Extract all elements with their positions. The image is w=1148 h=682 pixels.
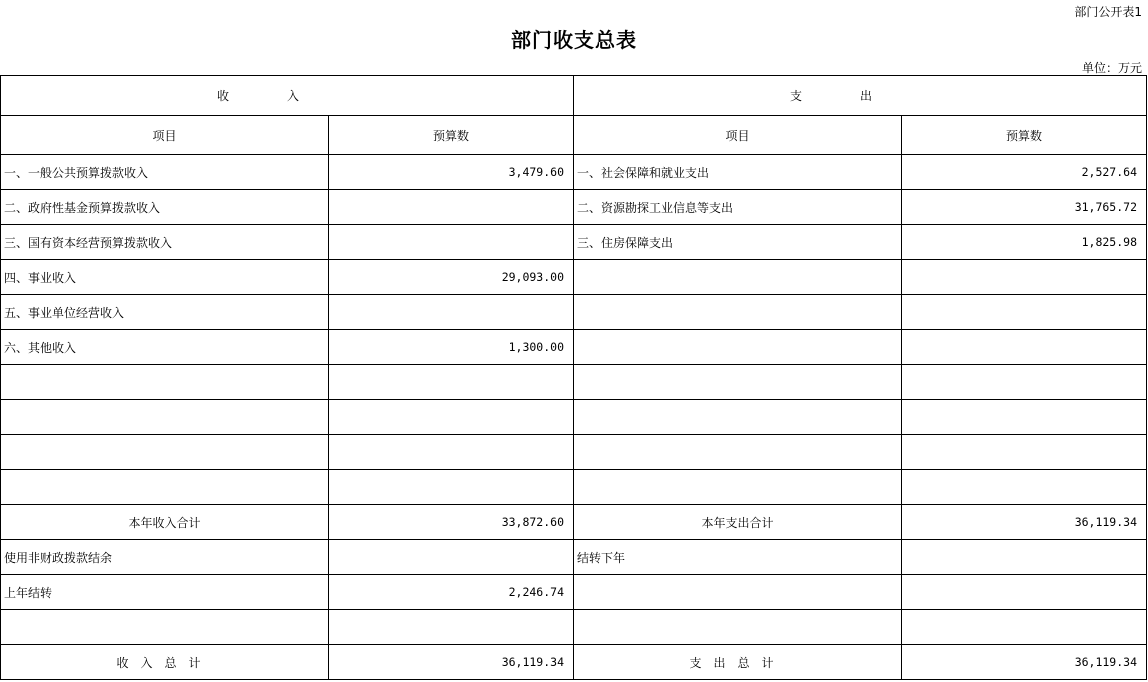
empty-cell [329,610,574,645]
table-row [1,260,1147,295]
expense-item-header: 项目 [574,116,902,155]
table-row [1,400,1147,435]
grand-total-row [1,645,1147,680]
carry-next-label: 结转下年 [574,540,902,575]
total-income-value: 36,119.34 [329,645,574,680]
income-item-cell [1,470,329,505]
expense-item-cell [574,260,902,295]
expense-budget-cell [902,400,1147,435]
total-expense-value: 36,119.34 [902,645,1147,680]
empty-cell [1,610,329,645]
empty-cell [902,610,1147,645]
column-header-row [1,116,1147,155]
income-budget-cell [329,295,574,330]
blank-row [1,610,1147,645]
income-budget-cell: 29,093.00 [329,260,574,295]
income-budget-cell [329,400,574,435]
income-budget-cell [329,225,574,260]
section-header-row [1,76,1147,116]
expense-budget-cell [902,330,1147,365]
table-row [1,470,1147,505]
expense-budget-cell: 2,527.64 [902,155,1147,190]
expense-budget-cell [902,260,1147,295]
expense-item-cell: 一、社会保障和就业支出 [574,155,902,190]
table-row [1,330,1147,365]
income-item-header: 项目 [1,116,329,155]
table-row [1,295,1147,330]
page-title: 部门收支总表 [511,28,637,52]
income-budget-cell: 3,479.60 [329,155,574,190]
table-row [1,225,1147,260]
year-expense-label: 本年支出合计 [574,505,902,540]
year-income-value: 33,872.60 [329,505,574,540]
expense-item-cell [574,400,902,435]
expense-budget-cell: 1,825.98 [902,225,1147,260]
income-budget-cell: 1,300.00 [329,330,574,365]
income-item-cell: 六、其他收入 [1,330,329,365]
year-income-label: 本年收入合计 [1,505,329,540]
income-item-cell [1,400,329,435]
expense-budget-cell [902,365,1147,400]
table-row [1,435,1147,470]
expense-item-cell [574,365,902,400]
nonfiscal-row [1,540,1147,575]
budget-table [0,75,1147,680]
empty-cell [902,575,1147,610]
income-budget-cell [329,470,574,505]
income-item-cell: 五、事业单位经营收入 [1,295,329,330]
income-item-cell [1,365,329,400]
year-expense-value: 36,119.34 [902,505,1147,540]
income-section-header: 收入 [1,76,574,116]
income-item-cell: 四、事业收入 [1,260,329,295]
table-row [1,365,1147,400]
last-year-row [1,575,1147,610]
expense-item-cell [574,435,902,470]
expense-item-cell [574,330,902,365]
empty-cell [574,575,902,610]
total-income-label: 收入总计 [1,645,329,680]
expense-item-cell [574,470,902,505]
income-budget-header: 预算数 [329,116,574,155]
income-item-cell: 三、国有资本经营预算拨款收入 [1,225,329,260]
expense-budget-cell [902,295,1147,330]
expense-section-header: 支出 [574,76,1147,116]
empty-cell [574,610,902,645]
expense-item-cell [574,295,902,330]
income-budget-cell [329,190,574,225]
income-item-cell [1,435,329,470]
expense-item-cell: 三、住房保障支出 [574,225,902,260]
total-expense-label: 支出总计 [574,645,902,680]
table-row [1,155,1147,190]
form-id: 部门公开表1 [1074,5,1142,19]
income-item-cell: 二、政府性基金预算拨款收入 [1,190,329,225]
last-year-value: 2,246.74 [329,575,574,610]
table-row [1,190,1147,225]
nonfiscal-label: 使用非财政拨款结余 [1,540,329,575]
nonfiscal-value [329,540,574,575]
carry-next-value [902,540,1147,575]
expense-budget-cell: 31,765.72 [902,190,1147,225]
expense-item-cell: 二、资源勘探工业信息等支出 [574,190,902,225]
expense-budget-header: 预算数 [902,116,1147,155]
expense-budget-cell [902,435,1147,470]
income-budget-cell [329,365,574,400]
income-item-cell: 一、一般公共预算拨款收入 [1,155,329,190]
income-budget-cell [329,435,574,470]
expense-budget-cell [902,470,1147,505]
last-year-label: 上年结转 [1,575,329,610]
unit-label: 单位：万元 [1081,61,1142,75]
year-total-row [1,505,1147,540]
